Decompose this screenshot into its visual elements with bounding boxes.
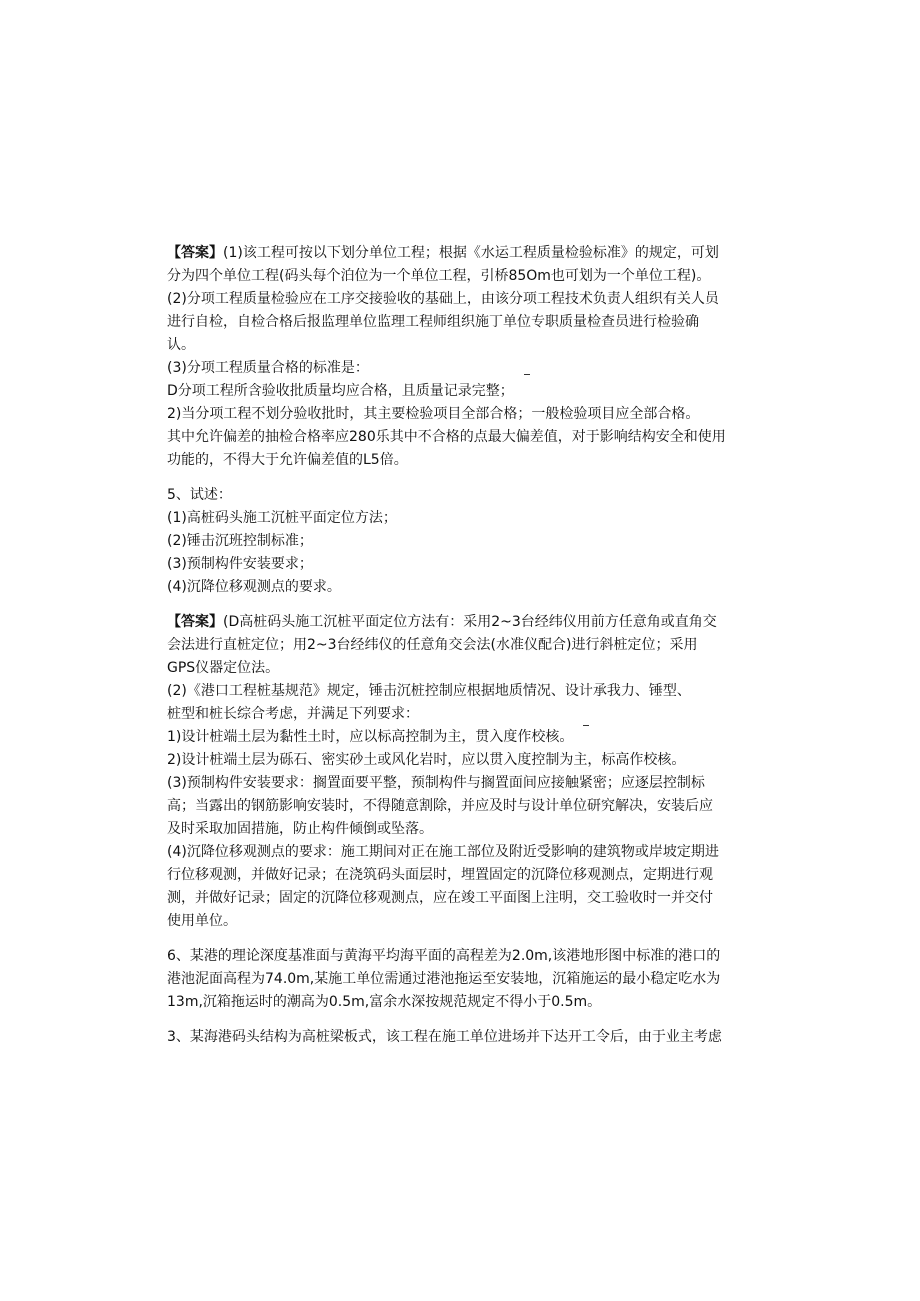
line-text: 认。 xyxy=(167,337,195,353)
line-text: D分项工程所含验收批质量均应合格，且质量记录完整； xyxy=(167,383,514,399)
text-line xyxy=(167,634,757,657)
line-text: (D高桩码头施工沉桩平面定位方法有：采用2~3台经纬仪用前方任意角或直角交 xyxy=(223,614,717,630)
line-text: (3)预制构件安装要求； xyxy=(167,556,313,572)
text-line xyxy=(167,611,757,634)
text-line xyxy=(167,818,757,841)
text-line xyxy=(167,657,757,680)
line-text: 使用单位。 xyxy=(167,913,237,929)
line-text: 2)设计桩端土层为砾石、密实砂土或风化岩时，应以贯入度控制为主，标高作校核。 xyxy=(167,752,686,768)
line-text: 6、某港的理论深度基准面与黄海平均海平面的高程差为2.0m,该港地形图中标准的港口的 xyxy=(167,948,721,964)
text-line xyxy=(167,311,757,334)
line-text: (1)高桩码头施工沉桩平面定位方法； xyxy=(167,510,397,526)
line-text: (1)该工程可按以下划分单位工程；根据《水运工程质量检验标准》的规定，可划 xyxy=(223,245,719,261)
document-body xyxy=(167,242,757,1049)
block-a1 xyxy=(167,242,757,472)
text-line xyxy=(167,553,757,576)
block-a2 xyxy=(167,611,757,933)
text-line xyxy=(167,334,757,357)
text-line xyxy=(167,265,757,288)
text-line xyxy=(167,380,757,403)
line-text: 进行自检，自检合格后报监理单位监理工程师组织施丁单位专职质量检查员进行检验确 xyxy=(167,314,699,330)
line-text: 桩型和桩长综合考虑，并满足下列要求： xyxy=(167,706,419,722)
text-line xyxy=(167,357,757,380)
paragraph-gap xyxy=(167,1014,757,1026)
block-q6 xyxy=(167,945,757,1014)
line-text: 高；当露出的钢筋影响安装时，不得随意割除，并应及时与设计单位研究解决，安装后应 xyxy=(167,798,713,814)
line-text: 其中允许偏差的抽检合格率应280乐其中不合格的点最大偏差值，对于影响结构安全和使用 xyxy=(167,429,726,445)
line-text: GPS仪器定位法。 xyxy=(167,660,280,676)
text-line xyxy=(167,1026,757,1049)
text-line xyxy=(167,530,757,553)
paragraph-gap xyxy=(167,599,757,611)
paragraph-gap xyxy=(167,933,757,945)
text-line xyxy=(167,726,757,749)
block-q5 xyxy=(167,484,757,599)
text-line xyxy=(167,864,757,887)
line-text: 5、试述： xyxy=(167,487,232,503)
line-text: 分为四个单位工程(码头每个泊位为一个单位工程，引桥85Om也可划为一个单位工程)。 xyxy=(167,268,711,284)
line-text: 13m,沉箱拖运时的潮高为0.5m,富余水深按规范规定不得小于0.5m。 xyxy=(167,994,602,1010)
line-text: 功能的，不得大于允许偏差值的L5倍。 xyxy=(167,452,408,468)
answer-label: 【答案】 xyxy=(167,245,223,261)
text-line xyxy=(167,772,757,795)
line-text: 及时采取加固措施，防止构件倾倒或坠落。 xyxy=(167,821,433,837)
text-line xyxy=(167,991,757,1014)
stray-mark xyxy=(524,374,530,375)
text-line xyxy=(167,484,757,507)
line-text: 3、某海港码头结构为高桩梁板式，该工程在施工单位进场并下达开工令后，由于业主考虑 xyxy=(167,1029,722,1045)
text-line xyxy=(167,507,757,530)
text-line xyxy=(167,841,757,864)
text-line xyxy=(167,945,757,968)
text-line xyxy=(167,242,757,265)
line-text: 测，并做好记录；固定的沉降位移观测点，应在竣工平面图上注明，交工验收时一并交付 xyxy=(167,890,713,906)
line-text: (3)分项工程质量合格的标准是： xyxy=(167,360,369,376)
line-text: 2)当分项工程不划分验收批时，其主要检验项目全部合格；一般检验项目应全部合格。 xyxy=(167,406,700,422)
stray-mark xyxy=(583,725,589,726)
line-text: (4)沉降位移观测点的要求：施工期间对正在施工部位及附近受影响的建筑物或岸坡定期进 xyxy=(167,844,719,860)
answer-label: 【答案】 xyxy=(167,614,223,630)
text-line xyxy=(167,968,757,991)
text-line xyxy=(167,449,757,472)
text-line xyxy=(167,576,757,599)
line-text: 会法进行直桩定位；用2~3台经纬仪的任意角交会法(水准仪配合)进行斜桩定位；采用 xyxy=(167,637,698,653)
block-q3 xyxy=(167,1026,757,1049)
line-text: 1)设计桩端土层为黏性土时，应以标高控制为主，贯入度作校核。 xyxy=(167,729,574,745)
text-line xyxy=(167,795,757,818)
text-line xyxy=(167,703,757,726)
line-text: (2)《港口工程桩基规范》规定，锤击沉桩控制应根据地质情况、设计承我力、锤型、 xyxy=(167,683,691,699)
line-text: (2)锤击沉班控制标准； xyxy=(167,533,313,549)
text-line xyxy=(167,403,757,426)
line-text: 港池泥面高程为74.0m,某施工单位需通过港池拖运至安装地，沉箱施运的最小稳定吃水为 xyxy=(167,971,721,987)
line-text: (3)预制构件安装要求：搁置面要平整，预制构件与搁置面间应接触紧密；应逐层控制标 xyxy=(167,775,705,791)
text-line xyxy=(167,910,757,933)
paragraph-gap xyxy=(167,472,757,484)
line-text: (2)分项工程质量检验应在工序交接验收的基础上，由该分项工程技术负责人组织有关人员 xyxy=(167,291,719,307)
text-line xyxy=(167,680,757,703)
text-line xyxy=(167,426,757,449)
text-line xyxy=(167,749,757,772)
line-text: (4)沉降位移观测点的要求。 xyxy=(167,579,341,595)
text-line xyxy=(167,887,757,910)
line-text: 行位移观测，并做好记录；在浇筑码头面层时，埋置固定的沉降位移观测点，定期进行观 xyxy=(167,867,713,883)
text-line xyxy=(167,288,757,311)
